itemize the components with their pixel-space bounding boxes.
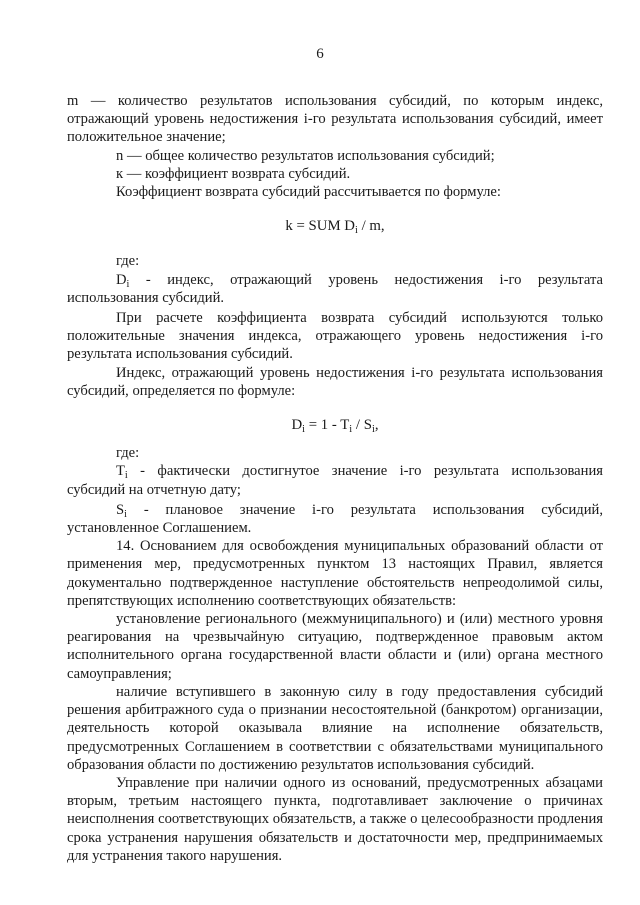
paragraph-emergency bbox=[67, 610, 603, 683]
paragraph-index-formula-intro bbox=[67, 364, 603, 400]
formula-subscript: i bbox=[349, 424, 353, 436]
formula-lead: k = SUM D bbox=[285, 218, 355, 235]
formula-part: = 1 - T bbox=[305, 417, 350, 434]
paragraph-management bbox=[67, 774, 603, 865]
paragraph-formula-intro bbox=[67, 183, 603, 201]
paragraph-text: - плановое значение i-го результата использования субсидий, установленное Соглашением. bbox=[67, 501, 603, 537]
paragraph-positive-values bbox=[67, 309, 603, 364]
page-number: 6 bbox=[316, 46, 324, 62]
paragraph-text: 14. Основанием для освобождения муниципальных образований области от применения мер, предусмотренных пунктом 13 настоящих Правил, является документально подтвержденное наступление обстоятельств непреодолимой силы, препятствующих исполнению соответствующих обязательств: bbox=[67, 538, 603, 609]
paragraph-text: Управление при наличии одного из оснований, предусмотренных абзацами вторым, третьим настоящего пункта, подготавливает заключение о причинах неисполнения соответствующих обязательств, а также о целесообразности продления срока устранения нарушения обязательств и достаточности мер, предпринимаемых для устранения такого нарушения. bbox=[67, 774, 603, 864]
paragraph-text: наличие вступившего в законную силу в году предоставления субсидий решения арбитражного суда о признании несостоятельной (банкротом) организации, деятельность которой оказывала влияние на исполнение обязательств, предусмотренных Соглашением в соответствии с обязательствами муниципального образования области по достижению результатов использования субсидий. bbox=[67, 683, 603, 773]
paragraph-text: к — коэффициент возврата субсидий. bbox=[116, 165, 351, 182]
paragraph-text: - фактически достигнутое значение i-го результата использования субсидий на отчетную дату; bbox=[67, 463, 603, 498]
paragraph-text: m — количество результатов использования субсидий, по которым индекс, отражающий уровень недостижения i-го результата использования субсидий, имеет положительное значение; bbox=[67, 93, 603, 146]
formula-subscript: i bbox=[371, 424, 375, 436]
paragraph-text: - индекс, отражающий уровень недостижения i-го результата использования субсидий. bbox=[67, 271, 603, 306]
formula-part: D bbox=[291, 417, 303, 434]
formula-subscript: i bbox=[355, 225, 358, 237]
paragraph-si-definition bbox=[67, 501, 603, 537]
paragraph-text: При расчете коэффициента возврата субсидий используются только положительные значения индекса, отражающего уровень недостижения i-го результата использования субсидий. bbox=[67, 310, 603, 363]
paragraph-text: Индекс, отражающий уровень недостижения i-го результата использования субсидий, определяется по формуле: bbox=[67, 364, 603, 399]
formula-k bbox=[67, 217, 603, 235]
paragraph-text: где: bbox=[116, 253, 140, 270]
symbol-subscript: i bbox=[126, 278, 130, 290]
formula-part: , bbox=[374, 417, 379, 434]
document-body bbox=[67, 92, 603, 865]
symbol-subscript: i bbox=[124, 470, 128, 482]
symbol-subscript: i bbox=[124, 508, 127, 520]
paragraph-n-definition bbox=[67, 147, 603, 165]
paragraph-k-definition bbox=[67, 165, 603, 183]
symbol: D bbox=[116, 271, 127, 288]
paragraph-where-2 bbox=[67, 444, 603, 462]
formula-part: / S bbox=[352, 417, 372, 434]
paragraph-where-1 bbox=[67, 252, 603, 270]
formula-di bbox=[67, 416, 603, 434]
paragraph-text: n — общее количество результатов использования субсидий; bbox=[116, 147, 495, 164]
paragraph-di-definition bbox=[67, 271, 603, 307]
paragraph-text: установление регионального (межмуниципального) и (или) местного уровня реагирования на чрезвычайную ситуацию, подтвержденное правовым актом исполнительного органа государственной власти области и (или) органа местного самоуправления; bbox=[67, 611, 603, 682]
paragraph-text: Коэффициент возврата субсидий рассчитывается по формуле: bbox=[116, 184, 501, 201]
formula-tail: / m, bbox=[357, 218, 385, 235]
paragraph-m-definition bbox=[67, 92, 603, 147]
paragraph-text: где: bbox=[116, 445, 140, 462]
paragraph-section-14 bbox=[0, 537, 603, 610]
formula-subscript: i bbox=[302, 424, 306, 436]
symbol: S bbox=[116, 501, 125, 518]
paragraph-ti-definition bbox=[67, 462, 603, 498]
paragraph-bankruptcy bbox=[67, 683, 603, 774]
symbol: T bbox=[116, 463, 125, 480]
